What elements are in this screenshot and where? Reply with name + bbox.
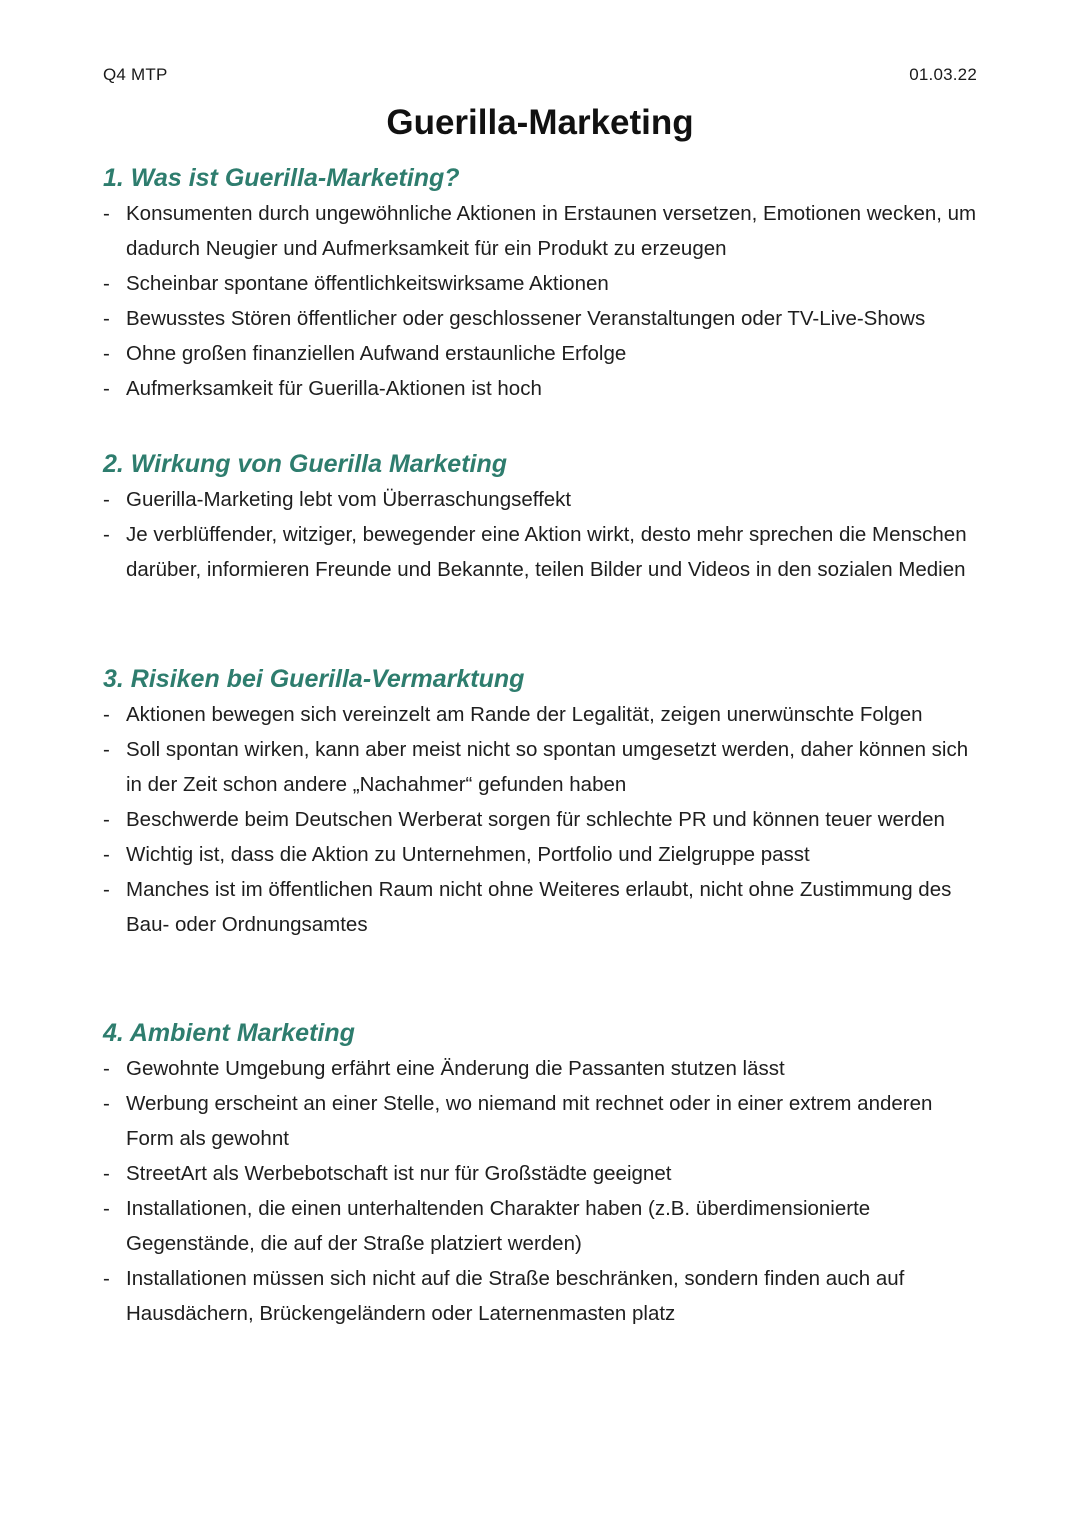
section-heading: 2. Wirkung von Guerilla Marketing xyxy=(103,450,508,478)
bullet-dash: - xyxy=(103,307,110,330)
list-item xyxy=(103,1086,983,1156)
bullet-list xyxy=(103,482,983,587)
list-item-text: Aktionen bewegen sich vereinzelt am Rande der Legalität, zeigen unerwünschte Folgen xyxy=(126,703,923,726)
list-item xyxy=(103,837,983,872)
list-item-text: Installationen, die einen unterhaltenden Charakter haben (z.B. überdimensionierte Gegenstände, die auf der Straße platziert werden) xyxy=(126,1197,871,1255)
bullet-list xyxy=(103,196,983,406)
bullet-dash: - xyxy=(103,808,110,831)
list-item-text: Werbung erscheint an einer Stelle, wo niemand mit rechnet oder in einer extrem anderen Form als gewohnt xyxy=(126,1092,933,1150)
bullet-dash: - xyxy=(103,1092,110,1115)
list-item-text: Ohne großen finanziellen Aufwand erstaunliche Erfolge xyxy=(126,342,627,365)
list-item-text: Manches ist im öffentlichen Raum nicht ohne Weiteres erlaubt, nicht ohne Zustimmung des Bau- oder Ordnungsamtes xyxy=(126,878,952,936)
bullet-list xyxy=(103,697,983,942)
list-item-text: Guerilla-Marketing lebt vom Überraschungseffekt xyxy=(126,488,572,511)
list-item-text: Je verblüffender, witziger, bewegender eine Aktion wirkt, desto mehr sprechen die Menschen darüber, informieren Freunde und Bekannte, teilen Bilder und Videos in den sozialen Medien xyxy=(126,523,967,581)
header-course: Q4 MTP xyxy=(103,65,168,84)
list-item-text: Aufmerksamkeit für Guerilla-Aktionen ist hoch xyxy=(126,377,542,400)
list-item xyxy=(103,1156,983,1191)
section-ambient-marketing xyxy=(103,1015,983,1331)
header-date: 01.03.22 xyxy=(909,65,977,84)
list-item xyxy=(103,371,983,406)
bullet-dash: - xyxy=(103,1267,110,1290)
list-item-text: Beschwerde beim Deutschen Werberat sorgen für schlechte PR und können teuer werden xyxy=(126,808,945,831)
list-item-text: Konsumenten durch ungewöhnliche Aktionen in Erstaunen versetzen, Emotionen wecken, um dadurch Neugier und Aufmerksamkeit für ein Produkt zu erzeugen xyxy=(126,202,977,260)
list-item xyxy=(103,1191,983,1261)
page-title: Guerilla-Marketing xyxy=(386,103,694,142)
bullet-dash: - xyxy=(103,1162,110,1185)
section-heading: 4. Ambient Marketing xyxy=(103,1019,355,1047)
list-item-text: Wichtig ist, dass die Aktion zu Unternehmen, Portfolio und Zielgruppe passt xyxy=(126,843,810,866)
bullet-dash: - xyxy=(103,488,110,511)
list-item xyxy=(103,1051,983,1086)
list-item xyxy=(103,802,983,837)
bullet-dash: - xyxy=(103,738,110,761)
section-was-ist-guerilla-marketing xyxy=(103,160,983,406)
bullet-dash: - xyxy=(103,1197,110,1220)
section-heading: 3. Risiken bei Guerilla-Vermarktung xyxy=(103,665,525,693)
section-wirkung xyxy=(103,446,983,587)
list-item-text: Bewusstes Stören öffentlicher oder geschlossener Veranstaltungen oder TV-Live-Shows xyxy=(126,307,926,330)
list-item-text: StreetArt als Werbebotschaft ist nur für Großstädte geeignet xyxy=(126,1162,672,1185)
bullet-dash: - xyxy=(103,1057,110,1080)
list-item xyxy=(103,482,983,517)
list-item xyxy=(103,872,983,942)
list-item-text: Gewohnte Umgebung erfährt eine Änderung die Passanten stutzen lässt xyxy=(126,1057,785,1080)
bullet-dash: - xyxy=(103,843,110,866)
section-heading: 1. Was ist Guerilla-Marketing? xyxy=(103,164,460,192)
bullet-dash: - xyxy=(103,703,110,726)
list-item xyxy=(103,517,983,587)
list-item xyxy=(103,1261,983,1331)
section-risiken xyxy=(103,661,983,942)
list-item xyxy=(103,336,983,371)
bullet-dash: - xyxy=(103,377,110,400)
bullet-dash: - xyxy=(103,878,110,901)
list-item-text: Installationen müssen sich nicht auf die Straße beschränken, sondern finden auch auf Hausdächern, Brückengeländern oder Laternenmasten platz xyxy=(126,1267,905,1325)
list-item xyxy=(103,266,983,301)
bullet-dash: - xyxy=(103,523,110,546)
list-item xyxy=(103,732,983,802)
bullet-dash: - xyxy=(103,202,110,225)
list-item xyxy=(103,196,983,266)
bullet-dash: - xyxy=(103,272,110,295)
list-item xyxy=(103,697,983,732)
list-item xyxy=(103,301,983,336)
list-item-text: Scheinbar spontane öffentlichkeitswirksame Aktionen xyxy=(126,272,609,295)
bullet-dash: - xyxy=(103,342,110,365)
bullet-list xyxy=(103,1051,983,1331)
list-item-text: Soll spontan wirken, kann aber meist nicht so spontan umgesetzt werden, daher können sich in der Zeit schon andere „Nachahmer“ gefunden haben xyxy=(126,738,969,796)
